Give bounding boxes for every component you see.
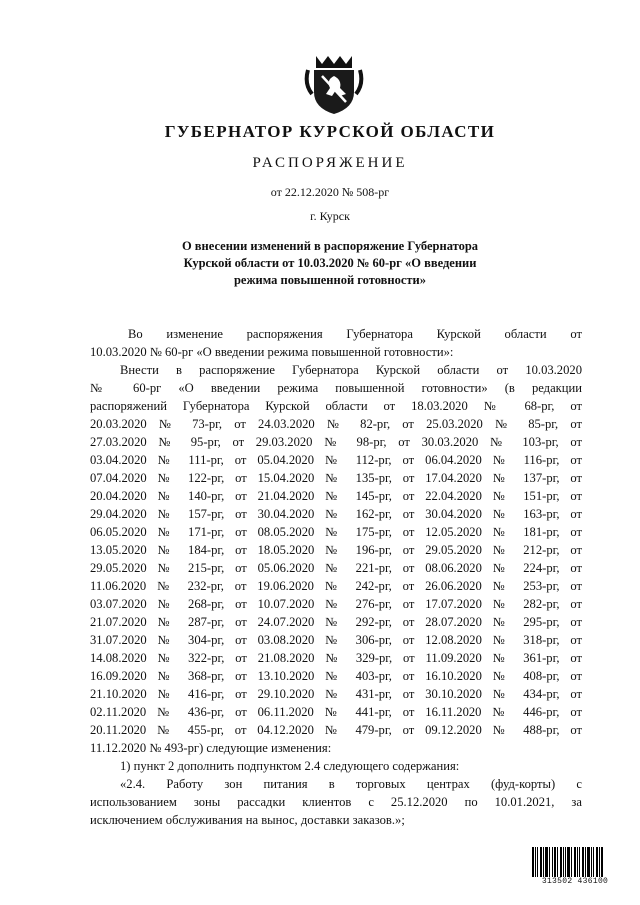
body-line: 03.04.2020 № 111-рг, от 05.04.2020 № 112-рг, от 06.04.2020 № 116-рг, от [90, 453, 582, 467]
document-subject [80, 238, 580, 289]
body-line: 31.07.2020 № 304-рг, от 03.08.2020 № 306-рг, от 12.08.2020 № 318-рг, от [90, 633, 582, 647]
body-line: исключением обслуживания на вынос, доставки заказов.»; [90, 813, 405, 827]
body-line: 29.04.2020 № 157-рг, от 30.04.2020 № 162-рг, от 30.04.2020 № 163-рг, от [90, 507, 582, 521]
body-line: 02.11.2020 № 436-рг, от 06.11.2020 № 441-рг, от 16.11.2020 № 446-рг, от [90, 705, 582, 719]
date-number: от 22.12.2020 № 508-рг [270, 185, 390, 199]
body-line: 03.07.2020 № 268-рг, от 10.07.2020 № 276-рг, от 17.07.2020 № 282-рг, от [90, 597, 582, 611]
body-line: 21.10.2020 № 416-рг, от 29.10.2020 № 431-рг, от 30.10.2020 № 434-рг, от [90, 687, 582, 701]
body-line: Во изменение распоряжения Губернатора Курской области от [128, 327, 582, 341]
body-line: 20.03.2020 № 73-рг, от 24.03.2020 № 82-рг, от 25.03.2020 № 85-рг, от [90, 417, 582, 431]
body-line: 29.05.2020 № 215-рг, от 05.06.2020 № 221-рг, от 08.06.2020 № 224-рг, от [90, 561, 582, 575]
barcode-bars [532, 847, 618, 877]
body-line: 14.08.2020 № 322-рг, от 21.08.2020 № 329-рг, от 11.09.2020 № 361-рг, от [90, 651, 582, 665]
kursk-coat-of-arms-icon [302, 50, 366, 116]
body-line: 11.06.2020 № 232-рг, от 19.06.2020 № 242-рг, от 26.06.2020 № 253-рг, от [90, 579, 582, 593]
body-line: 20.11.2020 № 455-рг, от 04.12.2020 № 479-рг, от 09.12.2020 № 488-рг, от [90, 723, 582, 737]
body-line: 16.09.2020 № 368-рг, от 13.10.2020 № 403-рг, от 16.10.2020 № 408-рг, от [90, 669, 582, 683]
barcode [532, 847, 618, 887]
city: г. Курск [310, 209, 350, 223]
document-type: РАСПОРЯЖЕНИЕ [252, 155, 408, 171]
subject-line: Курской области от 10.03.2020 № 60-рг «О введении [183, 256, 477, 270]
body-line: № 60-рг «О введении режима повышенной готовности» (в редакции [90, 381, 582, 395]
body-line: 11.12.2020 № 493-рг) следующие изменения: [90, 741, 332, 755]
body-line: Внести в распоряжение Губернатора Курской области от 10.03.2020 [120, 363, 582, 377]
subject-line: режима повышенной готовности» [233, 273, 426, 287]
body-line: использованием зоны рассадки клиентов с 25.12.2020 по 10.01.2021, за [90, 795, 582, 809]
body-line: 27.03.2020 № 95-рг, от 29.03.2020 № 98-рг, от 30.03.2020 № 103-рг, от [90, 435, 582, 449]
body-line: 1) пункт 2 дополнить подпунктом 2.4 следующего содержания: [120, 759, 460, 773]
body-line: 13.05.2020 № 184-рг, от 18.05.2020 № 196-рг, от 29.05.2020 № 212-рг, от [90, 543, 582, 557]
document-body [90, 325, 582, 829]
body-line: 20.04.2020 № 140-рг, от 21.04.2020 № 145-рг, от 22.04.2020 № 151-рг, от [90, 489, 582, 503]
barcode-number: 313502 436100 [541, 877, 609, 886]
body-line: 21.07.2020 № 287-рг, от 24.07.2020 № 292-рг, от 28.07.2020 № 295-рг, от [90, 615, 582, 629]
governor-title: ГУБЕРНАТОР КУРСКОЙ ОБЛАСТИ [164, 122, 496, 141]
body-line: «2.4. Работу зон питания в торговых центрах (фуд-корты) с [120, 777, 582, 791]
body-line: распоряжений Губернатора Курской области от 18.03.2020 № 68-рг, от [90, 399, 582, 413]
body-line: 06.05.2020 № 171-рг, от 08.05.2020 № 175-рг, от 12.05.2020 № 181-рг, от [90, 525, 582, 539]
body-line: 10.03.2020 № 60-рг «О введении режима повышенной готовности»: [90, 345, 454, 359]
subject-line: О внесении изменений в распоряжение Губернатора [181, 239, 479, 253]
body-line: 07.04.2020 № 122-рг, от 15.04.2020 № 135-рг, от 17.04.2020 № 137-рг, от [90, 471, 582, 485]
